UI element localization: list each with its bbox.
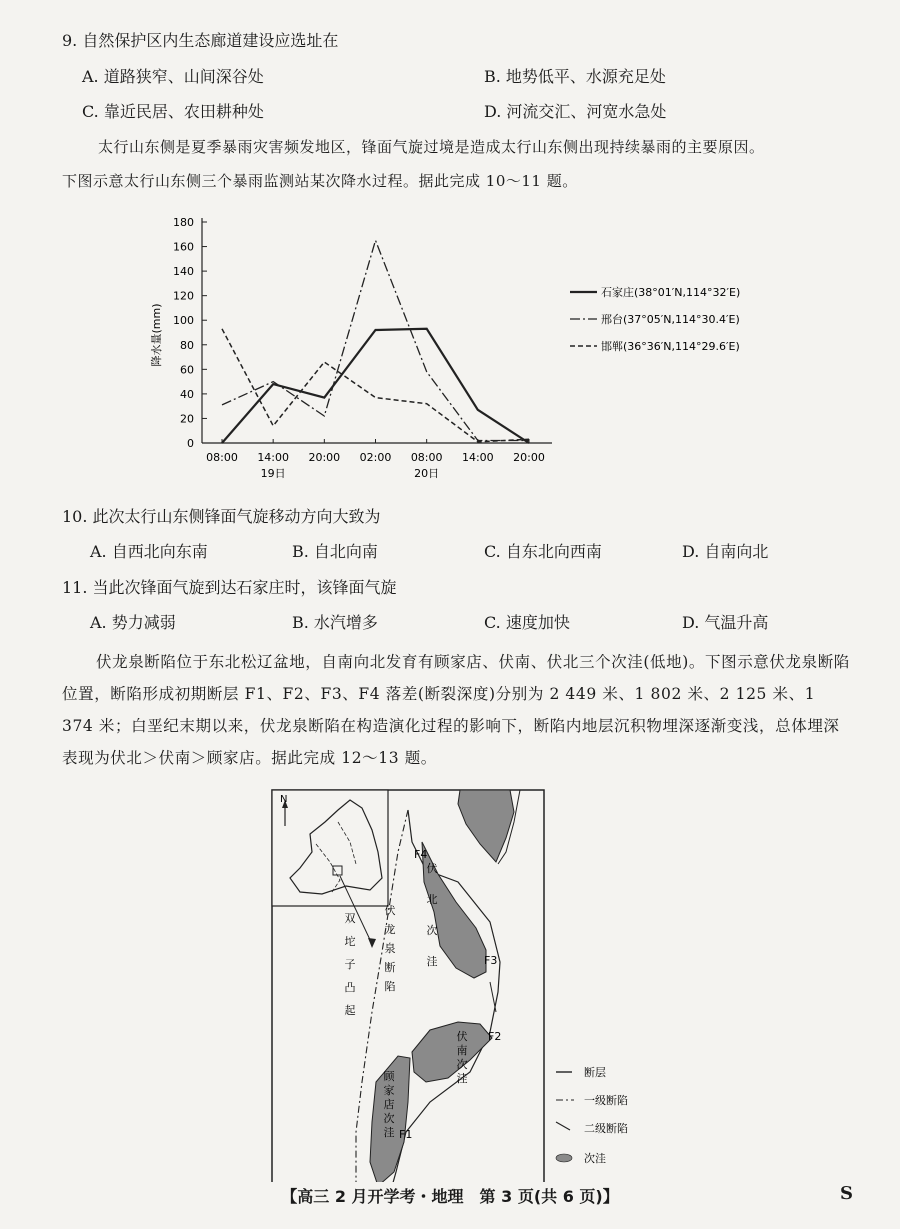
label-funan: 洼 <box>456 1072 468 1085</box>
y-tick-label: 140 <box>173 265 194 279</box>
q11-option-a: A. 势力减弱 <box>90 613 176 632</box>
label-fulongquan: 龙 <box>384 923 396 936</box>
basin-top-right <box>458 790 514 862</box>
y-tick-label: 40 <box>180 387 194 401</box>
precipitation-chart <box>0 200 900 490</box>
x-tick-label: 14:00 <box>461 451 494 464</box>
y-tick-label: 60 <box>180 363 194 377</box>
label-shuangtuozi: 双 <box>344 912 356 925</box>
label-fulongquan: 泉 <box>384 942 396 955</box>
passage1-line1: 太行山东侧是夏季暴雨灾害频发地区，锋面气旋过境是造成太行山东侧出现持续暴雨的主要原因。 <box>98 138 765 156</box>
label-gujiadian: 次 <box>383 1112 395 1125</box>
day-label: 20日 <box>414 467 440 480</box>
y-tick-label: 80 <box>180 338 194 352</box>
legend-first-level: 一级断陷 <box>584 1094 628 1107</box>
label-gujiadian: 顾 <box>383 1070 395 1083</box>
label-gujiadian: 洼 <box>383 1126 395 1139</box>
q9-option-b: B. 地势低平、水源充足处 <box>484 67 666 86</box>
q11-stem: 11. 当此次锋面气旋到达石家庄时，该锋面气旋 <box>62 578 397 597</box>
page-footer <box>0 1184 900 1207</box>
passage1-line2: 下图示意太行山东侧三个暴雨监测站某次降水过程。据此完成 10～11 题。 <box>62 172 578 190</box>
q10-option-d: D. 自南向北 <box>682 542 769 561</box>
label-gujiadian: 家 <box>383 1084 395 1097</box>
q10-option-c: C. 自东北向西南 <box>484 542 602 561</box>
x-tick-label: 14:00 <box>257 451 290 464</box>
x-tick-label: 02:00 <box>359 451 392 464</box>
fault-label-f2: F2 <box>488 1030 502 1043</box>
y-axis-label: 降水量(mm) <box>150 303 163 367</box>
label-fubei: 洼 <box>426 955 438 968</box>
label-shuangtuozi: 起 <box>344 1004 356 1017</box>
q9-stem: 9. 自然保护区内生态廊道建设应选址在 <box>62 31 339 50</box>
fault-label-f3: F3 <box>484 954 498 967</box>
legend-label-1: 石家庄(38°01′N,114°32′E) <box>601 286 741 299</box>
y-tick-label: 160 <box>173 240 194 254</box>
q11-option-b: B. 水汽增多 <box>292 613 378 632</box>
label-fulongquan: 断 <box>384 961 396 974</box>
label-funan: 次 <box>456 1058 468 1071</box>
label-shuangtuozi: 子 <box>344 958 356 971</box>
q9-option-d: D. 河流交汇、河宽水急处 <box>484 102 667 121</box>
x-tick-label: 08:00 <box>410 451 443 464</box>
q10-stem: 10. 此次太行山东侧锋面气旋移动方向大致为 <box>62 507 381 526</box>
fault-label-f1: F1 <box>399 1128 413 1141</box>
series-line-3 <box>222 329 529 442</box>
legend-basin: 次洼 <box>584 1152 606 1165</box>
label-fubei: 伏 <box>426 862 438 875</box>
x-tick-label: 08:00 <box>206 451 238 464</box>
y-tick-label: 0 <box>187 437 194 450</box>
label-gujiadian: 店 <box>383 1098 395 1111</box>
label-fulongquan: 陷 <box>384 980 396 993</box>
legend-second-level: 二级断陷 <box>584 1122 628 1135</box>
y-tick-label: 180 <box>173 216 194 229</box>
passage2-text: 伏龙泉断陷位于东北松辽盆地，自南向北发育有顾家店、伏南、伏北三个次洼(低地)。下图示意伏龙泉断陷位置，断陷形成初期断层 F1、F2、F3、F4 落差(断裂深度)分别为 2 449 米、1 802 米、2 125 米、1 374 米；白垩纪末期以来，伏龙泉断陷在构造演化过程的影响下，断陷内地层沉积物埋深逐渐变浅，总体埋深表现为伏北＞伏南＞顾家店。据此完成 12～13 题。 <box>62 653 850 767</box>
label-shuangtuozi: 凸 <box>344 981 356 994</box>
series-line-2 <box>222 240 529 440</box>
q10-option-a: A. 自西北向东南 <box>90 542 208 561</box>
north-label: N <box>280 794 288 805</box>
legend-basin-swatch <box>556 1154 572 1162</box>
fault-map <box>0 782 900 1182</box>
q11-option-d: D. 气温升高 <box>682 613 769 632</box>
y-tick-label: 20 <box>180 412 194 426</box>
label-funan: 南 <box>456 1044 468 1057</box>
footer-mark: S <box>840 1183 853 1204</box>
y-tick-label: 120 <box>173 289 194 303</box>
legend-fault: 断层 <box>584 1066 606 1079</box>
q11-option-c: C. 速度加快 <box>484 613 570 632</box>
label-fulongquan: 伏 <box>384 904 396 917</box>
day-label: 19日 <box>260 467 286 480</box>
q9-option-c: C. 靠近民居、农田耕种处 <box>82 102 264 121</box>
footer-text: 【高三 2 月开学考・地理 第 3 页(共 6 页)】 <box>281 1187 619 1206</box>
legend-label-2: 邢台(37°05′N,114°30.4′E) <box>601 313 740 326</box>
fault-label-f4: F4 <box>414 848 428 861</box>
legend-label-3: 邯郸(36°36′N,114°29.6′E) <box>601 340 740 353</box>
label-shuangtuozi: 坨 <box>344 935 356 948</box>
label-fubei: 次 <box>426 924 438 937</box>
series-line-1 <box>222 329 529 443</box>
q10-option-b: B. 自北向南 <box>292 542 378 561</box>
y-tick-label: 100 <box>173 314 194 328</box>
label-fubei: 北 <box>426 893 438 906</box>
label-funan: 伏 <box>456 1030 468 1043</box>
map-legend <box>556 1065 628 1165</box>
x-tick-label: 20:00 <box>308 451 341 464</box>
q9-option-a: A. 道路狭窄、山间深谷处 <box>82 67 264 86</box>
x-tick-label: 20:00 <box>513 451 545 464</box>
